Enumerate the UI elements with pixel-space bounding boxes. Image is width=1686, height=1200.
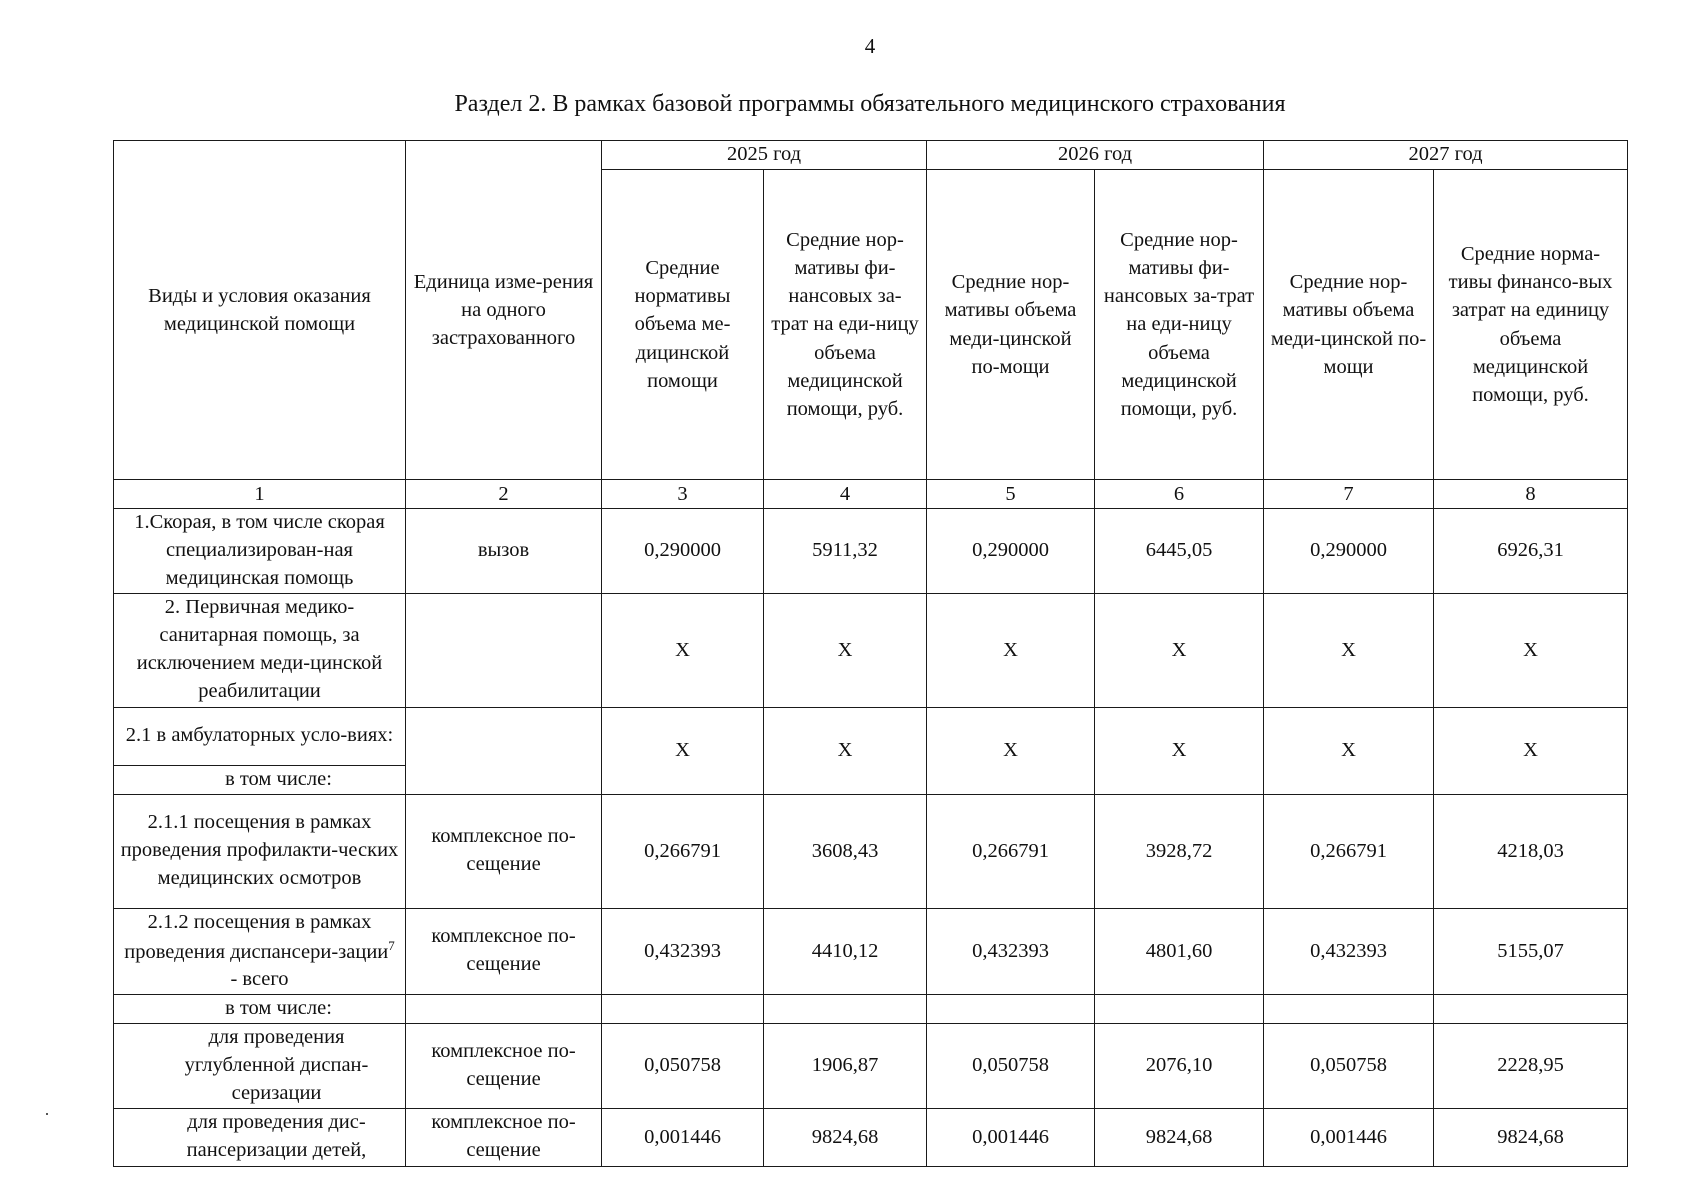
row-name-text: 2.1.2 посещения в рамках проведения диспансери-зации [124, 910, 389, 963]
row-unit: вызов [406, 509, 602, 594]
col-number: 8 [1434, 480, 1628, 509]
value-cell: 0,290000 [602, 509, 764, 594]
table-row [114, 908, 1628, 994]
header-year-2027: 2027 год [1264, 141, 1628, 170]
value-cell: X [927, 593, 1095, 707]
value-cell: X [927, 707, 1095, 794]
row-unit: комплексное по-сещение [406, 908, 602, 994]
header-cost-2027: Средние норма-тивы финансо-вых затрат на единицу объема медицинской помощи, руб. [1434, 170, 1628, 480]
header-cost-2026: Средние нор-мативы фи-нансовых за-трат на еди-ницу объема медицинской помощи, руб. [1095, 170, 1264, 480]
table-row [114, 995, 1628, 1024]
value-cell: X [1095, 593, 1264, 707]
header-year-2026: 2026 год [927, 141, 1264, 170]
table-row [114, 509, 1628, 594]
value-cell: X [1434, 593, 1628, 707]
value-cell: 0,001446 [1264, 1108, 1434, 1166]
col-number: 4 [764, 480, 927, 509]
value-cell: 0,050758 [1264, 1023, 1434, 1108]
header-row-years [114, 141, 1628, 170]
header-col-unit: Единица изме-рения на одного застрахованного [406, 141, 602, 480]
value-cell: X [602, 593, 764, 707]
value-cell: X [1434, 707, 1628, 794]
value-cell: 0,432393 [602, 908, 764, 994]
empty-cell [1095, 995, 1264, 1024]
value-cell: X [602, 707, 764, 794]
header-volume-2026: Средние нор-мативы объема меди-цинской по-мощи [927, 170, 1095, 480]
value-cell: 9824,68 [1434, 1108, 1628, 1166]
value-cell: 0,432393 [1264, 908, 1434, 994]
value-cell: X [1264, 593, 1434, 707]
value-cell: 0,001446 [927, 1108, 1095, 1166]
value-cell: X [1095, 707, 1264, 794]
table-row [114, 1108, 1628, 1166]
value-cell: 6445,05 [1095, 509, 1264, 594]
col-number: 7 [1264, 480, 1434, 509]
col-number: 6 [1095, 480, 1264, 509]
empty-cell [406, 995, 602, 1024]
row-unit: комплексное по-сещение [406, 794, 602, 908]
col-number: 2 [406, 480, 602, 509]
value-cell: 4218,03 [1434, 794, 1628, 908]
row-name: 1.Скорая, в том числе скорая специализирован-ная медицинская помощь [114, 509, 406, 594]
header-col-types: Виды и условия оказания медицинской помощи [114, 141, 406, 480]
value-cell: X [764, 707, 927, 794]
row-name: 2.1 в амбулаторных усло-виях: [114, 707, 406, 765]
col-number: 3 [602, 480, 764, 509]
value-cell: 0,432393 [927, 908, 1095, 994]
norms-table [113, 140, 1628, 1167]
value-cell: 2076,10 [1095, 1023, 1264, 1108]
row-name: в том числе: [114, 995, 406, 1024]
header-volume-2025: Средние нормативы объема ме-дицинской помощи [602, 170, 764, 480]
value-cell: 0,050758 [927, 1023, 1095, 1108]
value-cell: 4801,60 [1095, 908, 1264, 994]
header-year-2025: 2025 год [602, 141, 927, 170]
section-title: Раздел 2. В рамках базовой программы обязательного медицинского страхования [454, 91, 1286, 117]
page-number: 4 [864, 34, 876, 58]
table-row [114, 707, 1628, 765]
row-name: в том числе: [114, 765, 406, 794]
row-name: 2.1.1 посещения в рамках проведения профилакти-ческих медицинских осмотров [114, 794, 406, 908]
row-unit: комплексное по-сещение [406, 1023, 602, 1108]
value-cell: 5911,32 [764, 509, 927, 594]
table-row [114, 794, 1628, 908]
value-cell: 0,001446 [602, 1108, 764, 1166]
empty-cell [1264, 995, 1434, 1024]
empty-cell [1434, 995, 1628, 1024]
value-cell: 5155,07 [1434, 908, 1628, 994]
row-name: 2. Первичная медико-санитарная помощь, за исключением меди-цинской реабилитации [114, 593, 406, 707]
value-cell: 3608,43 [764, 794, 927, 908]
value-cell: 3928,72 [1095, 794, 1264, 908]
empty-cell [602, 995, 764, 1024]
footnote-mark: 7 [388, 937, 395, 953]
row-unit: комплексное по-сещение [406, 1108, 602, 1166]
row-name: для проведения дис-пансеризации детей, [114, 1108, 406, 1166]
value-cell: 9824,68 [1095, 1108, 1264, 1166]
col-number: 5 [927, 480, 1095, 509]
row-name [114, 908, 406, 994]
value-cell: X [1264, 707, 1434, 794]
value-cell: X [764, 593, 927, 707]
empty-cell [764, 995, 927, 1024]
value-cell: 0,266791 [602, 794, 764, 908]
value-cell: 0,290000 [1264, 509, 1434, 594]
value-cell: 9824,68 [764, 1108, 927, 1166]
row-unit [406, 593, 602, 707]
table-row [114, 1023, 1628, 1108]
empty-cell [927, 995, 1095, 1024]
col-number: 1 [114, 480, 406, 509]
value-cell: 0,050758 [602, 1023, 764, 1108]
value-cell: 0,290000 [927, 509, 1095, 594]
value-cell: 1906,87 [764, 1023, 927, 1108]
row-unit-empty [406, 707, 602, 794]
table-row [114, 593, 1628, 707]
value-cell: 0,266791 [927, 794, 1095, 908]
value-cell: 4410,12 [764, 908, 927, 994]
header-cost-2025: Средние нор-мативы фи-нансовых за-трат на еди-ницу объема медицинской помощи, руб. [764, 170, 927, 480]
value-cell: 0,266791 [1264, 794, 1434, 908]
row-name: для проведения углубленной диспан-серизации [114, 1023, 406, 1108]
scan-speck [46, 1113, 48, 1115]
header-volume-2027: Средние нор-мативы объема меди-цинской по-мощи [1264, 170, 1434, 480]
row-name-suffix: - всего [230, 968, 289, 991]
value-cell: 2228,95 [1434, 1023, 1628, 1108]
value-cell: 6926,31 [1434, 509, 1628, 594]
column-numbers-row [114, 480, 1628, 509]
